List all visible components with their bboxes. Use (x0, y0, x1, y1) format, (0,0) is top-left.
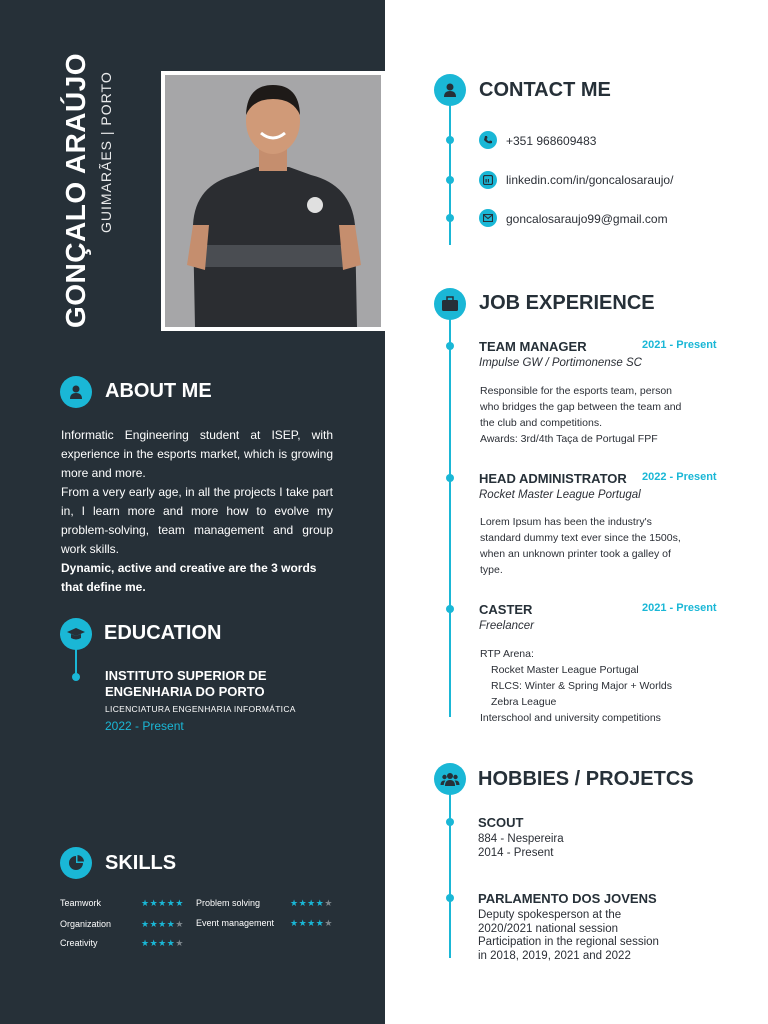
star-filled-icon: ★ (166, 938, 176, 948)
contact-timeline (449, 100, 451, 245)
timeline-dot (446, 605, 454, 613)
star-filled-icon: ★ (175, 898, 184, 908)
job-desc-line: the club and competitions. (480, 417, 602, 429)
star-filled-icon: ★ (141, 919, 150, 929)
star-filled-icon: ★ (298, 918, 308, 928)
hobbies-title: HOBBIES / PROJETCS (478, 768, 694, 790)
star-filled-icon: ★ (149, 919, 159, 929)
group-icon (434, 763, 466, 795)
timeline-dot (446, 176, 454, 184)
star-filled-icon: ★ (315, 898, 325, 908)
job-title: TEAM MANAGER (479, 339, 587, 354)
user-icon (434, 74, 466, 106)
hobby-desc-line: 884 - Nespereira (478, 833, 564, 845)
skill-rating (290, 898, 333, 909)
timeline-dot (446, 474, 454, 482)
skill-label: Teamwork (60, 898, 102, 908)
timeline-dot (446, 136, 454, 144)
star-filled-icon: ★ (158, 898, 167, 908)
about-paragraph-3: Dynamic, active and creative are the 3 words that define me. (61, 561, 317, 594)
job-desc-line: Interschool and university competitions (480, 712, 661, 724)
star-filled-icon: ★ (158, 938, 167, 948)
job-desc-line: Responsible for the esports team, person (480, 385, 673, 397)
education-dot (72, 673, 80, 681)
job-desc-line: standard dummy text ever since the 1500s, (480, 532, 681, 544)
contact-title: CONTACT ME (479, 79, 611, 101)
job-date: 2021 - Present (642, 339, 717, 351)
hobby-desc-line: 2020/2021 national session (478, 922, 619, 935)
about-paragraph-1: Informatic Engineering student at ISEP, with experience in the esports market, which is growing more and more. (61, 428, 333, 480)
job-desc-line: Lorem Ipsum has been the industry's (480, 516, 652, 528)
job-title: CASTER (479, 602, 533, 617)
skill-label: Creativity (60, 938, 98, 948)
email-link[interactable]: goncalosaraujo99@gmail.com (506, 212, 668, 226)
linkedin-link[interactable]: linkedin.com/in/goncalosaraujo/ (506, 173, 674, 187)
job-desc-line: who bridges the gap between the team and (480, 401, 682, 413)
job-desc-line: RLCS: Winter & Spring Major + Worlds (491, 680, 672, 692)
location: GUIMARÃES | PORTO (98, 71, 114, 233)
graduation-cap-icon (60, 618, 92, 650)
job-company: Impulse GW / Portimonense SC (479, 357, 642, 369)
pie-chart-icon (60, 847, 92, 879)
job-timeline (449, 312, 451, 717)
job-company: Freelancer (479, 620, 534, 632)
job-desc-line: Awards: 3rd/4th Taça de Portugal FPF (480, 433, 658, 445)
about-me-text (61, 426, 333, 597)
star-filled-icon: ★ (298, 898, 308, 908)
star-filled-icon: ★ (166, 898, 176, 908)
timeline-dot (446, 342, 454, 350)
skill-label: Event management (196, 918, 275, 928)
star-filled-icon: ★ (158, 919, 167, 929)
job-description (480, 514, 715, 578)
hobbies-timeline (449, 788, 451, 958)
education-date: 2022 - Present (105, 719, 184, 733)
name-block (60, 52, 120, 328)
star-filled-icon: ★ (141, 898, 150, 908)
job-desc-line: Rocket Master League Portugal (491, 664, 639, 676)
hobby-description (478, 909, 708, 963)
linkedin-icon (479, 171, 497, 189)
skill-rating (141, 938, 184, 949)
job-desc-line: RTP Arena: (480, 648, 534, 660)
star-empty-icon: ★ (175, 919, 184, 929)
job-experience-title: JOB EXPERIENCE (479, 292, 655, 314)
skill-label: Organization (60, 919, 112, 929)
education-school: INSTITUTO SUPERIOR DE ENGENHARIA DO PORTO (105, 668, 267, 699)
star-filled-icon: ★ (307, 898, 316, 908)
about-me-title: ABOUT ME (105, 380, 212, 402)
phone-text: +351 968609483 (506, 134, 597, 148)
job-company: Rocket Master League Portugal (479, 489, 641, 501)
skills-title: SKILLS (105, 852, 177, 874)
skill-label: Problem solving (196, 898, 261, 908)
phone-icon (479, 131, 497, 149)
star-empty-icon: ★ (324, 898, 333, 908)
timeline-dot (446, 214, 454, 222)
hobby-description (478, 833, 708, 860)
job-description (480, 646, 730, 726)
timeline-dot (446, 894, 454, 902)
briefcase-icon (434, 288, 466, 320)
education-degree: LICENCIATURA ENGENHARIA INFORMÁTICA (105, 704, 296, 714)
hobby-title: PARLAMENTO DOS JOVENS (478, 891, 657, 906)
job-date: 2021 - Present (642, 602, 717, 614)
about-paragraph-2: From a very early age, in all the projects I take part in, I learn more and more how to evolve my problem-solving, team management and group work skills. (61, 485, 333, 556)
person-photo-icon (165, 75, 381, 327)
education-title: EDUCATION (104, 622, 222, 644)
hobby-desc-line: Participation in the regional session (478, 936, 659, 948)
job-description (480, 383, 715, 447)
timeline-dot (446, 818, 454, 826)
full-name: GONÇALO ARAÚJO (60, 52, 91, 328)
job-desc-line: when an unknown printer took a galley of (480, 548, 671, 560)
star-filled-icon: ★ (166, 919, 176, 929)
hobby-desc-line: Deputy spokesperson at the (478, 909, 622, 921)
profile-photo (161, 71, 385, 331)
mail-icon (479, 209, 497, 227)
skill-rating (141, 919, 184, 930)
star-filled-icon: ★ (307, 918, 316, 928)
star-filled-icon: ★ (290, 918, 299, 928)
star-empty-icon: ★ (175, 938, 184, 948)
star-filled-icon: ★ (149, 938, 159, 948)
hobby-desc-line: in 2018, 2019, 2021 and 2022 (478, 949, 631, 962)
star-filled-icon: ★ (141, 938, 150, 948)
skill-rating (141, 898, 184, 909)
job-desc-line: Zebra League (491, 696, 557, 708)
hobby-title: SCOUT (478, 815, 524, 830)
job-desc-line: type. (480, 564, 503, 576)
job-date: 2022 - Present (642, 471, 717, 483)
star-empty-icon: ★ (324, 918, 333, 928)
job-title: HEAD ADMINISTRATOR (479, 471, 627, 486)
hobby-desc-line: 2014 - Present (478, 846, 554, 859)
star-filled-icon: ★ (149, 898, 159, 908)
star-filled-icon: ★ (290, 898, 299, 908)
about-me-icon (60, 376, 92, 408)
skill-rating (290, 918, 333, 929)
star-filled-icon: ★ (315, 918, 325, 928)
